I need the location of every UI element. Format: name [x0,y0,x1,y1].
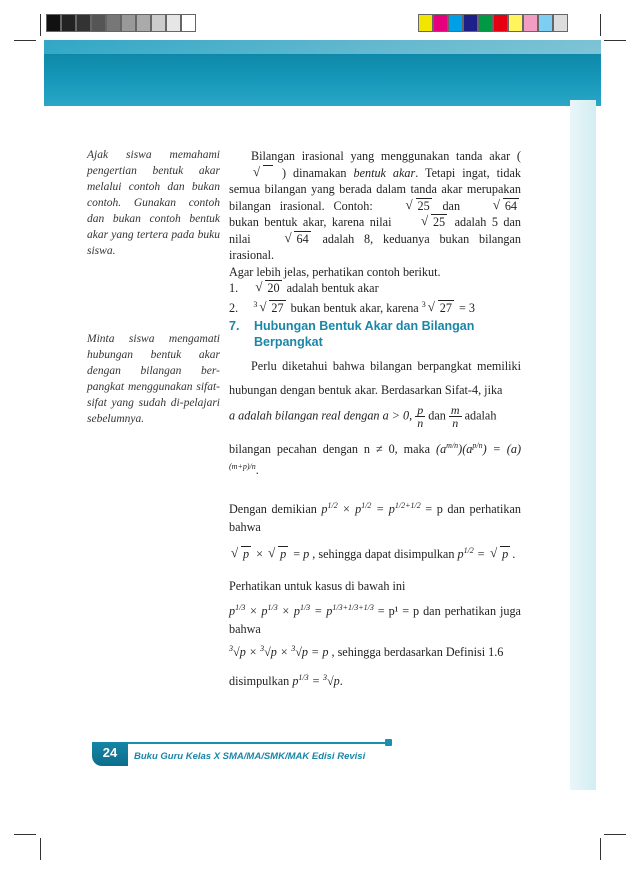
radical-20: √ 20 [255,280,281,297]
fraction-p-over-n: $\frac{p}{n}$ [417,403,424,430]
section-number: 7. [229,319,240,333]
paragraph: disimpulkan $p^{1/3} = ^3√p$. [229,673,343,689]
paragraph: Perhatikan untuk kasus di bawah ini [229,579,406,594]
sqrt-p: √ p [490,545,510,563]
formula-half-root: $p^{1/2}$ = [457,546,489,562]
paragraph: a adalah bilangan real dengan a > 0, $\frac{p}{n}$ dan $\frac{m}{n}$ adalah [229,403,497,430]
sidenote-1: Ajak siswa memahami pengertian bentuk akar melalui contoh dan bukan contoh. Gunakan contoh dan bukan contoh bentuk akar yang tertera pada buku siswa. [87,149,220,257]
crop-mark [40,838,41,860]
radical-25: √ 25 [384,198,432,215]
sidenote-2: Minta siswa mengamati hubungan bentuk akar dengan bilangan ber-pangkat menggunakan sifat-sifat yang sudah di-pelajari sebelumnya. [87,333,220,425]
paragraph: √ p × √ p = p , sehingga dapat disimpulkan $p^{1/2}$ = √ p . [229,542,521,563]
paragraph: $^3$√p × $^3$√p × $^3$√p = p , sehingga berdasarkan Definisi 1.6 [229,644,504,660]
paragraph: $p^{1/3} \times p^{1/3} \times p^{1/3} = p^{1/3+1/3+1/3} = p^1 = p$ dan perhatikan juga bahwa [229,603,521,637]
radical-64-b: √ 64 [262,231,310,248]
radical-64: √ 64 [471,198,519,215]
crop-mark [14,40,36,41]
cube-root-27: √ 27 [259,300,285,317]
radical-symbol [231,165,273,182]
color-bar [418,14,568,32]
formula-cube-roots: $^3$√p × $^3$√p × $^3$√p = p [229,644,329,660]
footer-rule [92,742,388,744]
radical-25-b: √ 25 [399,214,447,231]
paragraph: bilangan pecahan dengan n ≠ 0, maka $(a^{m/n})(a^{p/n}) = (a)^{(m+p)/n}$. [229,441,522,478]
formula-third-root: $p^{1/3} = ^3√p$ [292,673,340,689]
crop-mark [600,838,601,860]
crop-mark [600,14,601,36]
sqrt-p: √ p [231,545,251,563]
crop-mark [604,40,626,41]
formula-third-powers: $p^{1/3} \times p^{1/3} \times p^{1/3} = p^{1/3+1/3+1/3}$ [229,603,374,619]
section-6-body [229,148,521,316]
paragraph: Bilangan irasional yang menggunakan tanda akar ( √ ) dinamakan bentuk akar. Tetapi ingat, tidak semua bilangan yang berada dalam tanda akar merupakan bilangan irasional. Contoh: √ 25 dan √ 64 bukan bentuk akar, karena nilai √ 25 adalah 5 dan nilai √ 64 adalah 8, keduanya bukan bilangan irasional. [229,148,521,264]
footer-rule-end [385,739,392,746]
paragraph: Agar lebih jelas, perhatikan contoh berikut. [229,264,441,279]
example-2: 2. $^3$√ 27 bukan bentuk akar, karena $^3$√ 27 = 3 [229,297,521,317]
grayscale-bar [46,14,196,32]
paragraph: Dengan demikian $p^{1/2} \times p^{1/2} = p^{1/2+1/2} = p$ dan perhatikan bahwa [229,501,521,535]
example-1: 1. √ 20 adalah bentuk akar [229,280,521,297]
crop-mark [40,14,41,36]
formula-exponent-product: $(a^{m/n})(a^{p/n}) = (a)^{(m+p)/n}$ [229,441,522,472]
sqrt-p: √ p [268,545,288,563]
formula-half-powers: $p^{1/2} \times p^{1/2} = p^{1/2+1/2}$ [321,501,421,517]
side-panel [570,100,596,790]
fraction-m-over-n: $\frac{m}{n}$ [450,403,460,430]
book-title: Buku Guru Kelas X SMA/MA/SMK/MAK Edisi Revisi [134,751,366,762]
paragraph: Perlu diketahui bahwa bilangan berpangkat memiliki hubungan dengan bentuk akar. Berdasarkan Sifat-4, jika [229,359,521,397]
header-band-highlight [44,40,601,54]
crop-mark [604,834,626,835]
page-number: 24 [92,742,128,766]
section-7-heading [229,318,529,350]
section-title: Hubungan Bentuk Akar dan Bilangan Berpangkat [254,319,475,349]
section-7-body [229,354,521,690]
cube-root-27-b: √ 27 [428,300,454,317]
crop-mark [14,834,36,835]
